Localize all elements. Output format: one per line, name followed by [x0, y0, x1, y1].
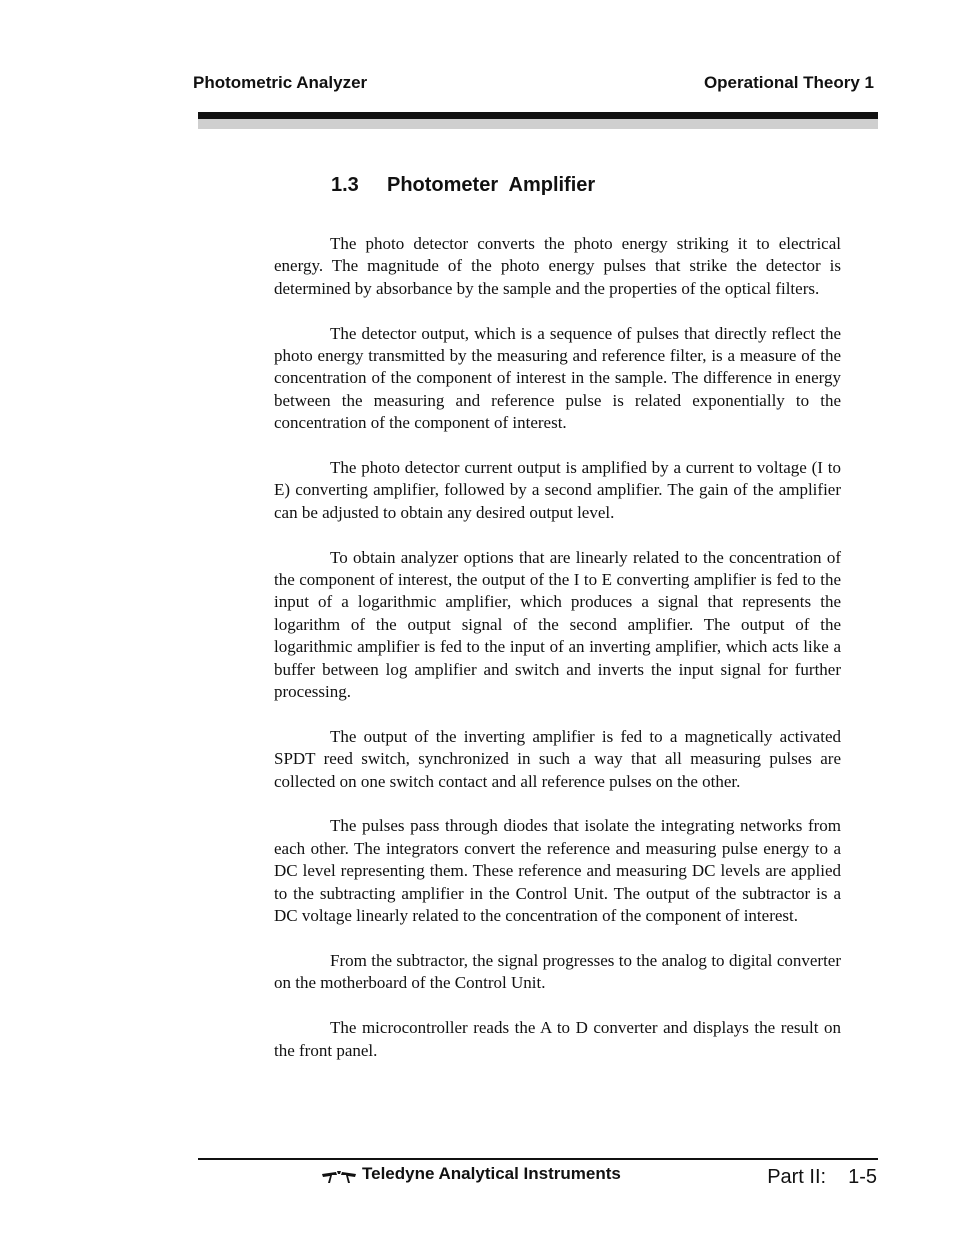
paragraph: The photo detector converts the photo energy striking it to electrical energy. The magnitude of the photo energy pulses that strike the detector is determined by absorbance by the sample and the properties of the optical filters. — [274, 234, 841, 298]
teledyne-logo-icon — [322, 1167, 356, 1181]
section-number: 1.3 — [331, 174, 359, 196]
header-rule — [198, 112, 878, 119]
footer-rule — [198, 1158, 878, 1160]
paragraph: From the subtractor, the signal progresses to the analog to digital converter on the motherboard of the Control Unit. — [274, 950, 841, 993]
body-text — [274, 233, 841, 1084]
page-number — [767, 1164, 877, 1190]
section-title: Photometer Amplifier — [387, 174, 596, 196]
page-label: 1-5 — [848, 1166, 877, 1188]
running-header-title: Photometric Analyzer — [193, 73, 368, 92]
footer-brand — [322, 1162, 621, 1186]
paragraph: To obtain analyzer options that are linearly related to the concentration of the component of interest, the output of the I to E converting amplifier is fed to the input of a logarithmic amplifier, which produces a signal that represents the logarithm of the output signal of the second amplifier. The output of the logarithmic amplifier is fed to the input of an inverting amplifier, which acts like a buffer between log amplifier and switch and inverts the input signal for further processing. — [274, 547, 841, 702]
footer-brand-name: Teledyne Analytical Instruments — [362, 1164, 621, 1183]
section-heading — [331, 172, 595, 198]
part-label: Part II: — [767, 1166, 827, 1188]
header-rule-shadow — [198, 119, 878, 129]
paragraph: The detector output, which is a sequence of pulses that directly reflect the photo energy transmitted by the measuring and reference filter, is a measure of the concentration of the component of interest in the sample. The difference in energy between the measuring and reference pulse is related exponentially to the concentration of the component of interest. — [274, 323, 841, 433]
paragraph: The pulses pass through diodes that isolate the integrating networks from each other. The integrators convert the reference and measuring pulse energy to a DC level representing them. These reference and measuring DC levels are applied to the subtracting amplifier in the Control Unit. The output of the subtractor is a DC voltage linearly related to the concentration of the component of interest. — [274, 816, 841, 926]
paragraph: The output of the inverting amplifier is fed to a magnetically activated SPDT reed switch, synchronized in such a way that all measuring pulses are collected on one switch contact and all reference pulses on the other. — [274, 726, 841, 791]
paragraph: The photo detector current output is amplified by a current to voltage (I to E) converting amplifier, followed by a second amplifier. The gain of the amplifier can be adjusted to obtain any desired output level. — [274, 458, 841, 522]
paragraph: The microcontroller reads the A to D converter and displays the result on the front panel. — [274, 1018, 841, 1060]
running-header-chapter: Operational Theory 1 — [703, 73, 874, 92]
